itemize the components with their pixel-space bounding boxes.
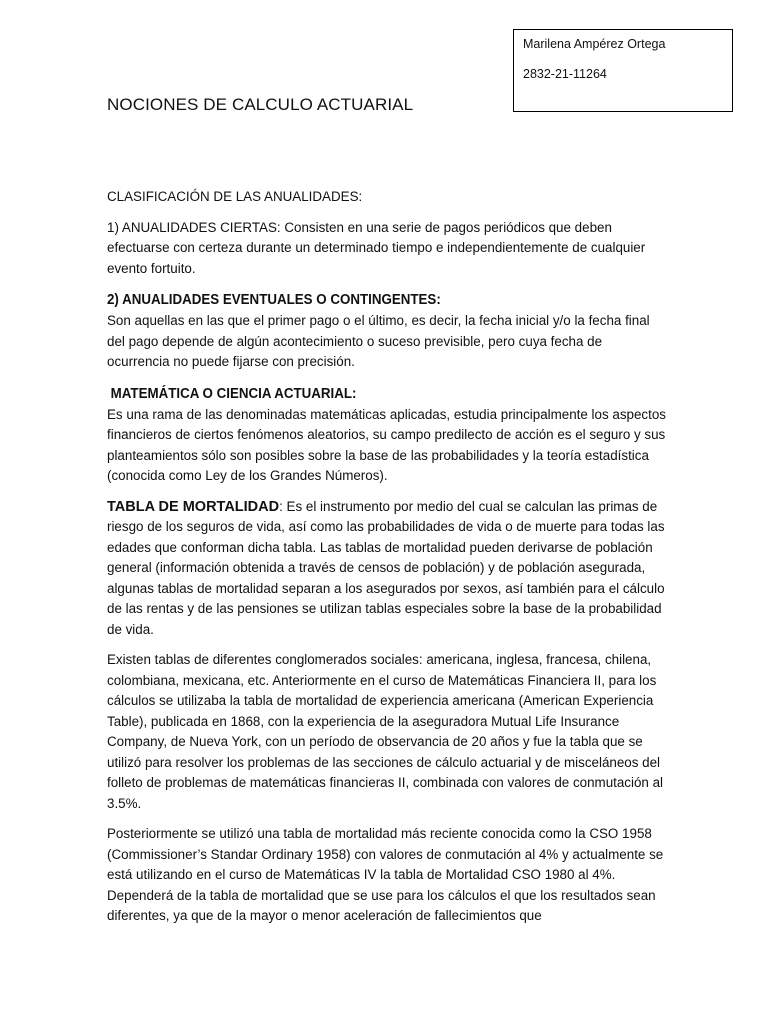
paragraph-anualidades-ciertas: 1) ANUALIDADES CIERTAS: Consisten en una serie de pagos periódicos que deben efectuarse con certeza durante un determinado tiempo e independientemente de cualquier evento fortuito. xyxy=(107,219,646,276)
author-name: Marilena Ampérez Ortega xyxy=(523,37,666,51)
paragraph-existen-tablas: Existen tablas de diferentes conglomerados sociales: americana, inglesa, francesa, chilena, colombiana, mexicana, etc. Anteriormente en el curso de Matemáticas Financiera II, para los cálculos se utilizaba la tabla de mortalidad de experiencia americana (American Experiencia Table), publicada en 1868, con la experiencia de la aseguradora Mutual Life Insurance Company, de Nueva York, con un período de observancia de 20 años y fue la tabla que se utilizó para resolver los problemas de las secciones de cálculo actuarial y de misceláneos del folleto de problemas de matemáticas financieras II, combinada con valores de conmutación al 3.5%. xyxy=(107,652,664,811)
heading-anualidades-eventuales: 2) ANUALIDADES EVENTUALES O CONTINGENTES: xyxy=(107,292,441,308)
heading-matematica-actuarial: MATEMÁTICA O CIENCIA ACTUARIAL: xyxy=(110,385,357,402)
author-info-box xyxy=(513,29,733,112)
paragraph-posteriormente: Posteriormente se utilizó una tabla de mortalidad más reciente conocida como la CSO 1958 (Commissioner’s Standar Ordinary 1958) con valores de conmutación al 4% y actualmente se está utilizando en el curso de Matemáticas IV la tabla de Mortalidad CSO 1980 al 4%. Dependerá de la tabla de mortalidad que se use para los cálculos el que los resultados sean diferentes, ya que de la mayor o menor aceleración de fallecimientos que xyxy=(107,826,664,923)
tabla-mortalidad-text: : Es el instrumento por medio del cual se calculan las primas de riesgo de los seguros de vida, así como las probabilidades de vida o de muerte para todas las edades que conforman dicha tabla. Las tablas de mortalidad pueden derivarse de población general (información obtenida a través de censos de población) y de población asegurada, algunas tablas de mortalidad separan a los asegurados por sexos, así también para el cálculo de las rentas y de las pensiones se utilizan tablas especiales sobre la base de la probabilidad de vida. xyxy=(107,498,665,637)
section-matematica-actuarial xyxy=(107,383,667,487)
document-body xyxy=(107,187,667,937)
heading-tabla-mortalidad: TABLA DE MORTALIDAD xyxy=(107,498,280,515)
section-anualidades-eventuales xyxy=(107,289,667,373)
classification-heading: CLASIFICACIÓN DE LAS ANUALIDADES: xyxy=(107,189,363,204)
paragraph-matematica-actuarial: Es una rama de las denominadas matemáticas aplicadas, estudia principalmente los aspectos financieros de ciertos fenómenos aleatorios, su campo predilecto de acción es el seguro y sus planteamientos sólo son posibles sobre la base de las probabilidades y la teoría estadística (conocida como Ley de los Grandes Números). xyxy=(107,406,666,483)
paragraph-anualidades-eventuales: Son aquellas en las que el primer pago o el último, es decir, la fecha inicial y/o la fecha final del pago depende de algún acontecimiento o suceso previsible, pero cuya fecha de ocurrencia no puede fijarse con precisión. xyxy=(107,313,650,369)
paragraph-tabla-mortalidad xyxy=(107,497,667,641)
document-title: NOCIONES DE CALCULO ACTUARIAL xyxy=(107,95,414,114)
author-id: 2832-21-11264 xyxy=(523,67,607,81)
